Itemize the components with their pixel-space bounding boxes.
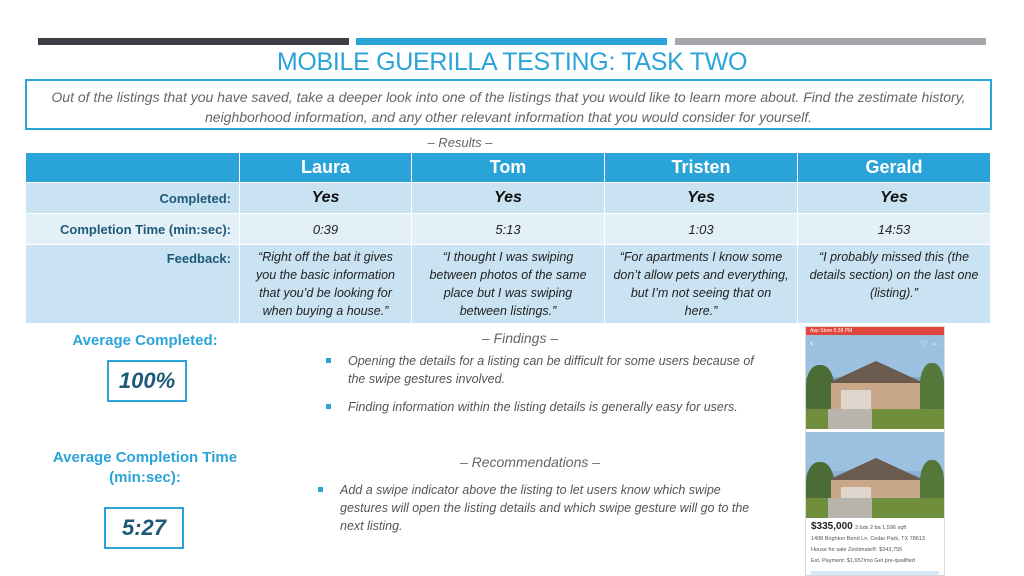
time-label: Completion Time (min:sec): (26, 214, 240, 245)
time-cell: 1:03 (605, 214, 798, 245)
bullet-icon (326, 404, 331, 409)
time-cell: 0:39 (240, 214, 412, 245)
table-row (26, 183, 991, 214)
feedback-label: Feedback: (26, 245, 240, 324)
share-heart-icons[interactable]: ♡ ⋯ (920, 339, 940, 349)
listing-sale-status: House for sale Zestimate®: $343,755 (811, 547, 903, 553)
list-item (314, 481, 754, 535)
completed-cell: Yes (605, 183, 798, 214)
finding-text: Finding information within the listing details is generally easy for users. (348, 400, 738, 414)
listing-address: 1408 Brighton Bend Ln, Cedar Park, TX 78613 (811, 536, 925, 542)
top-bar-dark (38, 38, 349, 45)
listing-photo-second (806, 432, 944, 518)
listing-payment: Est. Payment: $1,657/mo Get pre-qualified (811, 558, 915, 564)
top-bar-grey (675, 38, 986, 45)
top-bar-blue (356, 38, 667, 45)
completed-cell: Yes (798, 183, 991, 214)
completed-cell: Yes (240, 183, 412, 214)
avg-time-label: Average Completion Time (min:sec): (52, 449, 238, 486)
feedback-cell: “Right off the bat it gives you the basic information that you’d be looking for when buying a house.” (240, 245, 412, 324)
recommendations-list (314, 481, 754, 545)
completed-cell: Yes (412, 183, 605, 214)
header-tristen: Tristen (605, 153, 798, 183)
avg-completed-value: 100% (107, 360, 187, 402)
results-label: – Results – (427, 135, 493, 150)
list-item (322, 352, 762, 388)
bullet-icon (326, 358, 331, 363)
feedback-cell: “I probably missed this (the details section) on the last one (listing).” (798, 245, 991, 324)
task-description: Out of the listings that you have saved, take a deeper look into one of the listings that you would like to learn more about. Find the zestimate history, neighborhood information, and any other relevant information that you would consider for yourself. (25, 79, 992, 130)
bullet-icon (318, 487, 323, 492)
listing-price: $335,000 (811, 521, 853, 532)
time-cell: 14:53 (798, 214, 991, 245)
time-cell: 5:13 (412, 214, 605, 245)
recommendations-label: – Recommendations – (459, 454, 601, 470)
header-gerald: Gerald (798, 153, 991, 183)
table-row (26, 214, 991, 245)
slide-title: MOBILE GUERILLA TESTING: TASK TWO (276, 48, 748, 76)
findings-label: – Findings – (481, 330, 559, 346)
table-row (26, 245, 991, 324)
listing-photo (806, 335, 944, 429)
listing-info (806, 518, 944, 576)
avg-time-value: 5:27 (104, 507, 184, 549)
phone-screenshot (805, 326, 945, 576)
avg-completed-label: Average Completed: (72, 332, 218, 349)
contact-button[interactable] (811, 571, 939, 576)
header-laura: Laura (240, 153, 412, 183)
listing-specs: 3 bds 2 ba 1,596 sqft (854, 525, 907, 531)
finding-text: Opening the details for a listing can be difficult for some users because of the swipe gestures involved. (348, 354, 754, 386)
findings-list (322, 352, 762, 426)
list-item (322, 398, 762, 416)
phone-status-bar: App Store 5:38 PM (806, 327, 944, 335)
completed-label: Completed: (26, 183, 240, 214)
table-corner (26, 153, 240, 183)
results-table (25, 152, 991, 324)
header-tom: Tom (412, 153, 605, 183)
back-chevron-icon[interactable]: ‹ (810, 338, 814, 349)
feedback-cell: “I thought I was swiping between photos of the same place but I was swiping between listings.” (412, 245, 605, 324)
recommendation-text: Add a swipe indicator above the listing to let users know which swipe gestures will open the listing details and which swipe gesture will go to the next listing. (340, 483, 750, 533)
feedback-cell: “For apartments I know some don’t allow pets and everything, but I’m not seeing that on here.” (605, 245, 798, 324)
